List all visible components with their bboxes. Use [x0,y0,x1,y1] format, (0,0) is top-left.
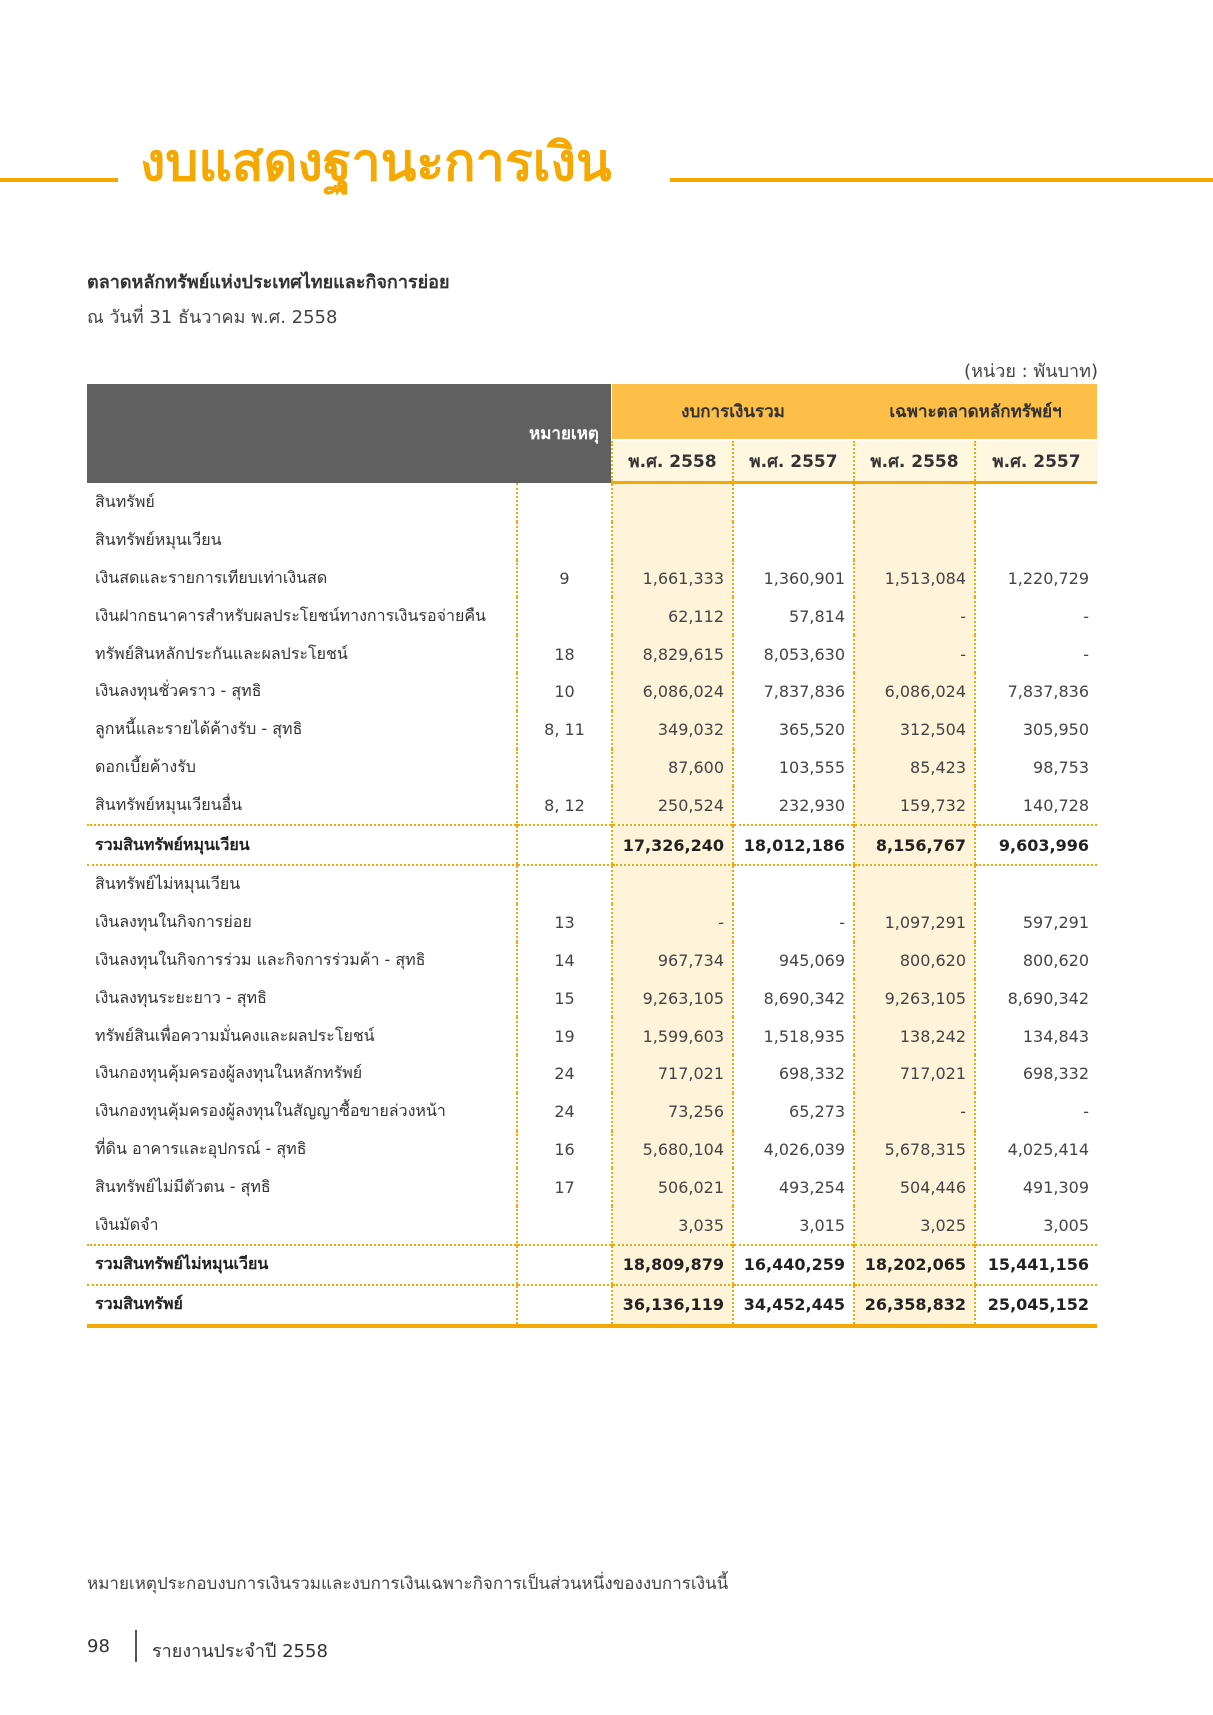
value-consolidated-2557: 8,053,630 [733,635,854,673]
row-note: 8, 12 [517,786,612,825]
value-consolidated-2557 [733,522,854,560]
company-name: ตลาดหลักทรัพย์แห่งประเทศไทยและกิจการย่อย [87,272,450,293]
table-row [87,786,1097,825]
row-note: 8, 11 [517,711,612,749]
value-consolidated-2557: 1,360,901 [733,560,854,598]
value-separate-2558: 85,423 [854,749,975,787]
value-consolidated-2557: 945,069 [733,942,854,980]
row-label: ลูกหนี้และรายได้ค้างรับ - สุทธิ [95,719,303,739]
row-label: เงินลงทุนระยะยาว - สุทธิ [95,987,267,1007]
value-separate-2558: 1,513,084 [854,560,975,598]
value-consolidated-2558: 36,136,119 [612,1285,733,1326]
row-label: ดอกเบี้ยค้างรับ [95,756,196,776]
row-note: 10 [517,673,612,711]
row-note [517,1285,612,1326]
row-note: 17 [517,1168,612,1206]
value-consolidated-2558 [612,483,733,522]
value-separate-2558 [854,483,975,522]
table-row [87,1206,1097,1245]
row-note: 19 [517,1017,612,1055]
row-note: 15 [517,979,612,1017]
value-separate-2558: 3,025 [854,1206,975,1245]
value-separate-2557 [975,865,1097,904]
value-consolidated-2557: 103,555 [733,749,854,787]
value-separate-2558: 159,732 [854,786,975,825]
row-label: เงินฝากธนาคารสำหรับผลประโยชน์ทางการเงินรอจ่ายคืน [95,605,486,625]
row-label: เงินกองทุนคุ้มครองผู้ลงทุนในสัญญาซื้อขายล่วงหน้า [95,1101,446,1121]
table-row [87,904,1097,942]
header-year-1: พ.ศ. 2558 [612,440,733,483]
row-label: เงินลงทุนในกิจการร่วม และกิจการร่วมค้า - สุทธิ [95,949,426,969]
value-consolidated-2558: 967,734 [612,942,733,980]
value-separate-2557: 15,441,156 [975,1245,1097,1285]
value-consolidated-2558: 506,021 [612,1168,733,1206]
value-consolidated-2557: 16,440,259 [733,1245,854,1285]
statement-date: ณ วันที่ 31 ธันวาคม พ.ศ. 2558 [87,307,338,328]
value-consolidated-2558: 9,263,105 [612,979,733,1017]
row-label: สินทรัพย์ไม่มีตัวตน - สุทธิ [95,1176,271,1196]
row-label: เงินลงทุนในกิจการย่อย [95,912,252,932]
value-consolidated-2558: 250,524 [612,786,733,825]
table-body [87,483,1097,1326]
value-separate-2557: 25,045,152 [975,1285,1097,1326]
table-row [87,825,1097,865]
row-label: เงินสดและรายการเทียบเท่าเงินสด [95,567,328,587]
table-row [87,522,1097,560]
table-row [87,1131,1097,1169]
value-consolidated-2557: 698,332 [733,1055,854,1093]
row-note: 9 [517,560,612,598]
row-note: 13 [517,904,612,942]
value-separate-2557: - [975,597,1097,635]
unit-label: (หน่วย : พันบาท) [964,361,1098,382]
table-row [87,865,1097,904]
value-separate-2558: 8,156,767 [854,825,975,865]
footer-divider [135,1630,137,1662]
row-note: 14 [517,942,612,980]
value-separate-2558: - [854,635,975,673]
financial-position-table [87,384,1097,1328]
page-title: งบแสดงฐานะการเงิน [140,133,612,193]
value-separate-2558: 138,242 [854,1017,975,1055]
row-note: 16 [517,1131,612,1169]
row-note [517,597,612,635]
value-consolidated-2558: 17,326,240 [612,825,733,865]
value-separate-2557: 140,728 [975,786,1097,825]
row-note: 24 [517,1055,612,1093]
value-consolidated-2557: 18,012,186 [733,825,854,865]
value-consolidated-2558: 62,112 [612,597,733,635]
value-consolidated-2557: - [733,904,854,942]
row-label: ทรัพย์สินเพื่อความมั่นคงและผลประโยชน์ [95,1025,375,1045]
table-row [87,1055,1097,1093]
value-consolidated-2557: 65,273 [733,1093,854,1131]
row-note: 18 [517,635,612,673]
table-row [87,597,1097,635]
header-year-2: พ.ศ. 2557 [733,440,854,483]
value-consolidated-2558: 3,035 [612,1206,733,1245]
value-consolidated-2558: 6,086,024 [612,673,733,711]
value-consolidated-2557: 1,518,935 [733,1017,854,1055]
title-rule-right [670,178,1213,182]
value-separate-2558 [854,522,975,560]
row-label: รวมสินทรัพย์หมุนเวียน [87,825,517,865]
value-separate-2557 [975,483,1097,522]
row-label: สินทรัพย์ [95,491,155,511]
value-consolidated-2558 [612,522,733,560]
report-title: รายงานประจำปี 2558 [152,1641,328,1662]
value-separate-2558: 5,678,315 [854,1131,975,1169]
row-note [517,1206,612,1245]
value-consolidated-2557: 365,520 [733,711,854,749]
table-row [87,942,1097,980]
value-consolidated-2558: 1,599,603 [612,1017,733,1055]
row-label: สินทรัพย์ไม่หมุนเวียน [95,874,241,894]
value-consolidated-2558: 73,256 [612,1093,733,1131]
header-separate: เฉพาะตลาดหลักทรัพย์ฯ [854,384,1097,440]
value-consolidated-2558: 717,021 [612,1055,733,1093]
value-separate-2558 [854,865,975,904]
row-note [517,749,612,787]
value-consolidated-2557: 34,452,445 [733,1285,854,1326]
value-separate-2557: 800,620 [975,942,1097,980]
table-row [87,1168,1097,1206]
value-consolidated-2558: 1,661,333 [612,560,733,598]
value-consolidated-2557 [733,865,854,904]
value-consolidated-2557: 8,690,342 [733,979,854,1017]
page-number: 98 [87,1636,110,1657]
row-note [517,865,612,904]
header-consolidated: งบการเงินรวม [612,384,854,440]
value-separate-2558: - [854,1093,975,1131]
table-row [87,673,1097,711]
row-note [517,522,612,560]
value-separate-2557: 134,843 [975,1017,1097,1055]
table-row [87,1093,1097,1131]
row-label: สินทรัพย์หมุนเวียน [95,530,222,550]
row-label: ที่ดิน อาคารและอุปกรณ์ - สุทธิ [95,1138,307,1158]
table-row [87,711,1097,749]
value-consolidated-2557: 4,026,039 [733,1131,854,1169]
value-consolidated-2558: 5,680,104 [612,1131,733,1169]
header-year-4: พ.ศ. 2557 [975,440,1097,483]
table-row [87,1285,1097,1326]
table-row [87,749,1097,787]
value-separate-2557: 3,005 [975,1206,1097,1245]
value-consolidated-2558: 87,600 [612,749,733,787]
value-separate-2557: 7,837,836 [975,673,1097,711]
header-note: หมายเหตุ [517,384,612,483]
value-separate-2557 [975,522,1097,560]
value-separate-2558: 1,097,291 [854,904,975,942]
value-consolidated-2557: 57,814 [733,597,854,635]
table-row [87,560,1097,598]
row-note [517,825,612,865]
value-consolidated-2557: 232,930 [733,786,854,825]
row-label: รวมสินทรัพย์ไม่หมุนเวียน [87,1245,517,1285]
row-label: ทรัพย์สินหลักประกันและผลประโยชน์ [95,643,348,663]
value-separate-2558: 26,358,832 [854,1285,975,1326]
table-row [87,1245,1097,1285]
value-separate-2557: 491,309 [975,1168,1097,1206]
footnote: หมายเหตุประกอบงบการเงินรวมและงบการเงินเฉพาะกิจการเป็นส่วนหนึ่งของงบการเงินนี้ [87,1574,729,1594]
header-year-3: พ.ศ. 2558 [854,440,975,483]
value-separate-2557: 698,332 [975,1055,1097,1093]
value-separate-2557: 9,603,996 [975,825,1097,865]
row-label: เงินกองทุนคุ้มครองผู้ลงทุนในหลักทรัพย์ [95,1063,363,1083]
value-consolidated-2558 [612,865,733,904]
value-consolidated-2557: 7,837,836 [733,673,854,711]
value-separate-2557: - [975,635,1097,673]
value-separate-2557: 8,690,342 [975,979,1097,1017]
value-separate-2557: 597,291 [975,904,1097,942]
value-separate-2558: 9,263,105 [854,979,975,1017]
value-separate-2557: 1,220,729 [975,560,1097,598]
row-note: 24 [517,1093,612,1131]
value-separate-2558: 800,620 [854,942,975,980]
value-separate-2558: 717,021 [854,1055,975,1093]
value-separate-2558: 504,446 [854,1168,975,1206]
value-separate-2557: 4,025,414 [975,1131,1097,1169]
value-separate-2558: - [854,597,975,635]
value-consolidated-2558: 18,809,879 [612,1245,733,1285]
value-consolidated-2557: 3,015 [733,1206,854,1245]
value-separate-2557: 305,950 [975,711,1097,749]
value-consolidated-2557: 493,254 [733,1168,854,1206]
value-consolidated-2558: 8,829,615 [612,635,733,673]
row-note [517,1245,612,1285]
header-blank [87,384,517,483]
value-consolidated-2557 [733,483,854,522]
row-label: เงินมัดจำ [95,1214,159,1234]
value-separate-2557: - [975,1093,1097,1131]
row-label: สินทรัพย์หมุนเวียนอื่น [95,794,243,814]
value-consolidated-2558: 349,032 [612,711,733,749]
row-label: เงินลงทุนชั่วคราว - สุทธิ [95,681,262,701]
value-separate-2557: 98,753 [975,749,1097,787]
title-rule-left [0,178,118,182]
table-row [87,1017,1097,1055]
table-row [87,483,1097,522]
row-label: รวมสินทรัพย์ [87,1285,517,1326]
value-consolidated-2558: - [612,904,733,942]
table-row [87,979,1097,1017]
value-separate-2558: 312,504 [854,711,975,749]
row-note [517,483,612,522]
table-row [87,635,1097,673]
value-separate-2558: 18,202,065 [854,1245,975,1285]
value-separate-2558: 6,086,024 [854,673,975,711]
